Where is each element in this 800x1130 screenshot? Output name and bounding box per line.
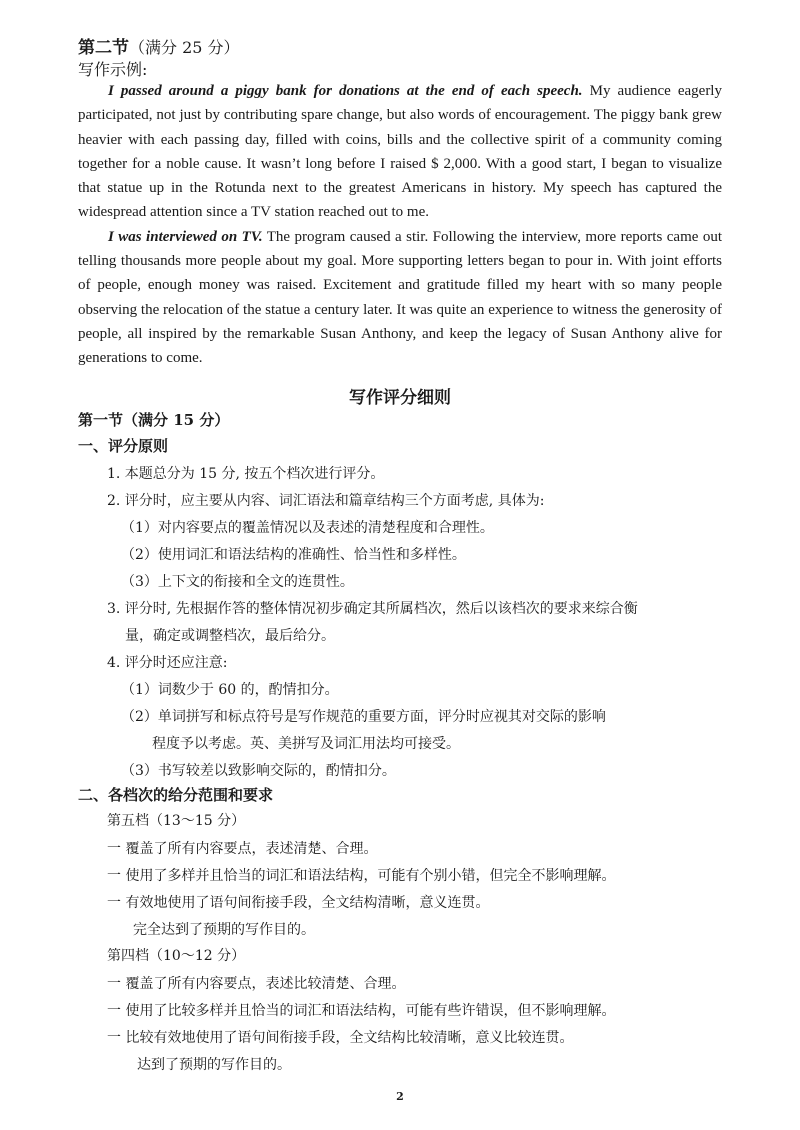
- page-number: 2: [396, 1090, 404, 1103]
- principle-item: 3. 评分时, 先根据作答的整体情况初步确定其所属档次，然后以该档次的要求来综合衡: [107, 601, 638, 617]
- principle-item-continuation: 量，确定或调整档次，最后给分。: [125, 628, 335, 644]
- paragraph-body: The program caused a stir. Following the interview, more reports came out telling thousands more people about my goal. More supporting letters began to pour in. With joint efforts of people, enough money was raised. Excitement and gratitude filled my heart with so many people observing the relocation of the statue a century later. It was quite an experience to witness the generosity of people, all inspired by the remarkable Susan Anthony, and keep the legacy of Susan Anthony alive for generations to come.: [78, 228, 722, 367]
- paragraph-body: My audience eagerly participated, not just by contributing spare change, but also words of encouragement. The piggy bank grew heavier with each passing day, filled with coins, bills and the collective spirit of a community coming together for a noble cause. It wasn’t long before I raised $ 2,000. With a good start, I began to visualize that statue up in the Rotunda next to the greatest Americans in history. My speech has captured the widespread attention since a TV station reached out to me.: [78, 83, 722, 221]
- band5-label: 第五档（13～15 分）: [107, 813, 246, 829]
- paragraph-lead-sentence: I passed around a piggy bank for donations at the end of each speech.: [108, 83, 583, 99]
- band5-criterion: 完全达到了预期的写作目的。: [133, 922, 315, 938]
- section-heading-principles: 一、评分原则: [78, 437, 169, 455]
- part1-heading: 第一节（满分 15 分）: [78, 411, 230, 429]
- essay-paragraph: [78, 225, 722, 371]
- principle-subitem: （1）词数少于 60 的，酌情扣分。: [121, 682, 339, 698]
- band4-criterion: 一 比较有效地使用了语句间衔接手段，全文结构比较清晰，意义比较连贯。: [107, 1030, 574, 1046]
- band5-criterion: 一 使用了多样并且恰当的词汇和语法结构，可能有个别小错，但完全不影响理解。: [107, 868, 616, 884]
- section-heading-part2: [78, 33, 240, 58]
- sample-essay: [78, 79, 722, 371]
- principle-subitem: （3）书写较差以致影响交际的，酌情扣分。: [121, 763, 396, 779]
- rubric-title: 写作评分细则: [349, 388, 451, 408]
- band5-criterion: 一 覆盖了所有内容要点，表述清楚、合理。: [107, 841, 378, 857]
- paragraph-lead-sentence: I was interviewed on TV.: [108, 228, 263, 245]
- example-label: 写作示例:: [78, 60, 148, 79]
- essay-paragraph: [78, 79, 722, 225]
- principle-subitem: （1）对内容要点的覆盖情况以及表述的清楚程度和合理性。: [121, 520, 494, 536]
- band5-criterion: 一 有效地使用了语句间衔接手段，全文结构清晰，意义连贯。: [107, 895, 490, 911]
- section-heading-bands: 二、各档次的给分范围和要求: [78, 786, 274, 804]
- principle-item: 4. 评分时还应注意:: [107, 655, 228, 671]
- band4-criterion: 一 使用了比较多样并且恰当的词汇和语法结构，可能有些许错误，但不影响理解。: [107, 1003, 616, 1019]
- band4-criterion: 达到了预期的写作目的。: [137, 1057, 291, 1073]
- principle-subitem: （2）单词拼写和标点符号是写作规范的重要方面，评分时应视其对交际的影响: [121, 709, 606, 725]
- principle-item: 1. 本题总分为 15 分, 按五个档次进行评分。: [107, 466, 385, 482]
- part2-heading-score: （满分 25 分）: [129, 38, 240, 57]
- principle-subitem: （2）使用词汇和语法结构的准确性、恰当性和多样性。: [121, 547, 466, 563]
- band4-criterion: 一 覆盖了所有内容要点，表述比较清楚、合理。: [107, 976, 406, 992]
- principle-item: 2. 评分时，应主要从内容、词汇语法和篇章结构三个方面考虑, 具体为:: [107, 493, 545, 509]
- principle-subitem: （3）上下文的衔接和全文的连贯性。: [121, 574, 354, 590]
- band4-label: 第四档（10～12 分）: [107, 948, 246, 964]
- principle-subitem-continuation: 程度予以考虑。英、美拼写及词汇用法均可接受。: [152, 736, 460, 752]
- part2-heading-text: 第二节: [78, 38, 129, 58]
